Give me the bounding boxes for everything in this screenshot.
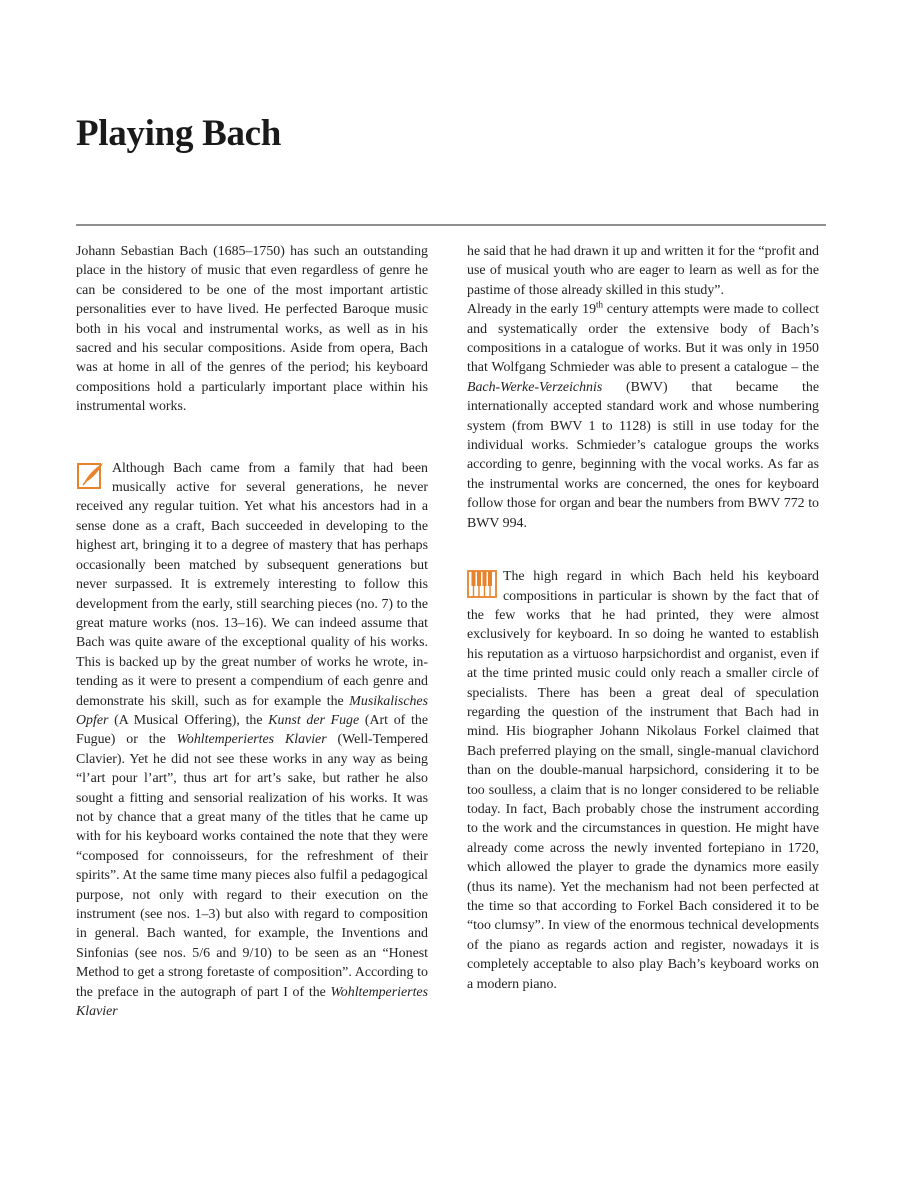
- right-column: [467, 242, 819, 994]
- work-title: Bach-Werke-Verzeichnis: [467, 379, 603, 395]
- paragraph-spacer: [76, 417, 428, 459]
- body-paragraph-3: [467, 567, 819, 994]
- body-text: The high regard in which Bach held his keyboard compositions in particular is shown by the fact that of the few works that he had printed, they were almost exclusively for keyboard. In so doing he wanted to establish his reputation as a virtuoso harpsichordist and organist, even if at the time printed music could only reach a smaller circle of specialists. There has been a great deal of speculation regarding the question of the instrument that Bach had in mind. His biographer Johann Nikolaus Forkel claimed that Bach preferred playing on the small, single-manual clavichord than on the double-manual harpsichord, considering it to be too soulless, a claim that is no longer considered to be reliable today. In fact, Bach probably chose the instrument according to the work and the circumstances in question. He might have already come across the newly invented fortepiano in 1720, which allowed the player to grade the dynamics more easily (thus its name). Yet the mechanism had not been perfected at the time so that according to Forkel Bach considered it to be “too clumsy”. In view of the enormous technical developments of the piano as regards action and register, nowadays it is completely acceptable to also play Bach’s keyboard works on a modern piano.: [467, 569, 819, 992]
- quill-pen-icon: [76, 461, 106, 491]
- body-text: (BWV) that became the internationally accepted standard work and whose numbering system (from BWV 1 to 1128) is still in use today for the individual works. Schmieder’s catalogue groups the works according to genre, beginning with the vocal works. As far as the instrumental works are concerned, the ones for keyboard follow those for organ and bear the numbers from BWV 772 to BWV 994.: [467, 379, 819, 531]
- work-title: Wohltemperiertes Klavier: [176, 732, 327, 748]
- continued-paragraph: he said that he had drawn it up and written it for the “profit and use of musical youth who are eager to learn as well as for the pastime of those already skilled in this study”.: [467, 244, 819, 298]
- body-paragraph-2: [467, 300, 819, 533]
- body-text: (Well-Tempered Clavier). Yet he did not see these works in any way as being “l’art pour l’art”, thus art for art’s sake, but rather he also sought a fitting and sensorial realization of his works. It was not by chance that a great many of the titles that he came up with for his keyboard works contained the note that they were “composed for connoisseurs, for the refreshment of their spirits”. At the same time many pieces also fulfil a pedagogical purpose, not only with regard to their execution on the instrument (see nos. 1–3) but also with regard to composition in general. Bach wanted, for example, the Inventions and Sinfonias (see nos. 5/6 and 9/10) to be seen as an “Honest Method to get a strong foretaste of composition”. According to the preface in the autograph of part I of the: [76, 732, 429, 1000]
- paragraph-spacer: [467, 533, 819, 567]
- body-paragraph-1: [76, 459, 428, 1022]
- body-text: century attempts were made to collect and systematically order the extensive body of Bach’s compositions in a catalogue of works. But it was only in 1950 that Wolfgang Schmieder was able to present a catalogue – the: [467, 302, 819, 376]
- body-text: (A Musical Offering), the: [114, 712, 263, 728]
- work-title: Musikalisches Opfer: [76, 693, 428, 728]
- work-title: Kunst der Fuge: [268, 712, 360, 728]
- work-title: Wohltemperiertes Klavier: [76, 984, 428, 1020]
- left-column: [76, 242, 428, 1021]
- body-text: Although Bach came from a family that had been musically active for several generations, he never received any regular tuition. Yet what his ancestors had in a sense done as a craft, Bach succeeded in developing to the highest art, bringing it to a degree of mastery that has perhaps occasionally been matched by subsequent generations but never surpassed. It is extremely interesting to follow this development from the early, still searching pieces (no. 7) to the great mature works (nos. 13–16). We can indeed assume that Bach was quite aware of the exceptional quality of his works. This is backed up by the great number of works he wrote, intending as it were to present a compendium of each genre and demonstrate his skill, such as for example the: [76, 460, 428, 709]
- intro-paragraph: Johann Sebastian Bach (1685–1750) has such an outstanding place in the history of music that even regardless of genre he can be considered to be one of the most important artistic personalities ever to have lived. He perfected Baroque music both in his vocal and instrumental works, as well as in his sacred and his secular compositions. Aside from opera, Bach was at home in all of the genres of the period; his keyboard compositions hold a particularly important place within his instrumental works.: [76, 244, 428, 415]
- superscript: th: [596, 299, 604, 310]
- body-text: (Art of the Fugue) or the: [76, 712, 428, 748]
- page-title: Playing Bach: [76, 113, 282, 154]
- title-divider: [76, 224, 826, 226]
- body-text: Already in the early 19: [467, 302, 597, 318]
- keyboard-icon: [467, 569, 497, 599]
